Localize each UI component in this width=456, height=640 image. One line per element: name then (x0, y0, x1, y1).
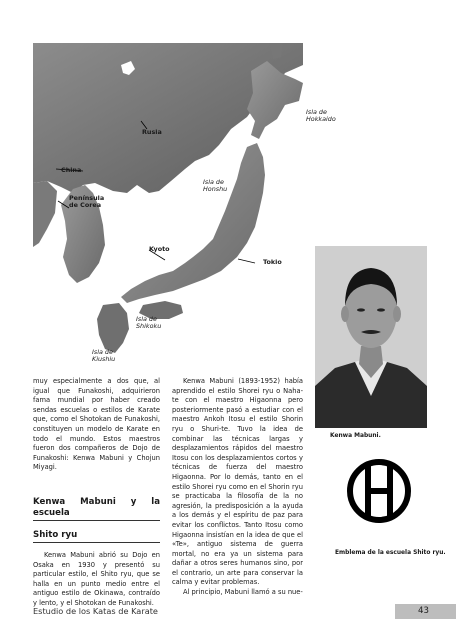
map-label-shikoku: Isla de Shikoku (136, 315, 162, 331)
map-label-tokio: Tokio (263, 258, 282, 266)
map-label-corea: Península de Corea (69, 194, 105, 210)
col1-paragraph-1: muy especialmente a dos que, al igual que Funakoshi, adquirieron fama mundial por haber creado sendas escuelas o estilos de Karate que, como el Shotokan de Funakoshi, constituyen un modelo de Karate en todo el mundo. Estos maestros fueron dos compañeros de Dojo de Funakoshi: Kenwa Mabuni y Chojun Miyagi. (33, 377, 160, 472)
col2-paragraph-1: Kenwa Mabuni (1893-1952) había aprendido el estilo Shorei ryu o Naha-te con el maestro Higaonna pero posteriormente pasó a estudiar con el maestro Ankoh Itosu el estilo Shorin ryu o Shuri-te. Tuvo la idea de combinar las técnicas largas y desplazamientos rápidos del maestro Itosu con los desplazamientos cortos y técnicas de fuerza del maestro Higaonna. Por lo demás, tanto en el estilo Shorei ryu como en el Shorin ryu se practicaba la filosofía de la no agresión, la predisposición a la ayuda a los demás y el espíritu de paz para evitar los conflictos. Tanto Itosu como Higaonna insistían en la idea de que el «Te», antiguo sistema de guerra mortal, no era ya un sistema para dañar a otros seres humanos sino, por el contrario, un arte para conservar la calma y evitar problemas. (172, 377, 303, 587)
map-label-kiushiu: Isla de Kiushiu (92, 348, 116, 364)
text-column-1 (33, 377, 160, 609)
section-heading-kenwa: Kenwa Mabuni y la escuela (33, 496, 160, 518)
map-label-rusia: Rusia (142, 128, 162, 136)
section-heading-shito: Shito ryu (33, 529, 78, 540)
shito-ryu-emblem (346, 458, 412, 524)
map-label-kyoto: Kyoto (149, 245, 170, 253)
emblem-caption: Emblema de la escuela Shito ryu. (335, 550, 446, 556)
photo-caption: Kenwa Mabuni. (330, 433, 381, 439)
kenwa-mabuni-photo (315, 246, 427, 428)
map-label-hokkaido-outer: Isla de Hokkaido (306, 108, 336, 124)
footer-book-title: Estudio de los Katas de Karate (33, 606, 158, 616)
map-label-china: China (61, 166, 82, 174)
page-number: 43 (418, 606, 429, 616)
map-label-honshu: Isla de Honshu (203, 178, 228, 194)
text-column-2 (172, 377, 303, 598)
japan-map (33, 43, 303, 373)
col2-paragraph-2: Al principio, Mabuni llamó a su nue- (183, 588, 303, 597)
col1-paragraph-2: Kenwa Mabuni abrió su Dojo en Osaka en 1930 y presentó su particular estilo, el Shito ryu, que se halla en un punto medio entre el antiguo estilo de Okinawa, contraído y lento, y el Shotokan de Funakoshi. (33, 550, 160, 607)
